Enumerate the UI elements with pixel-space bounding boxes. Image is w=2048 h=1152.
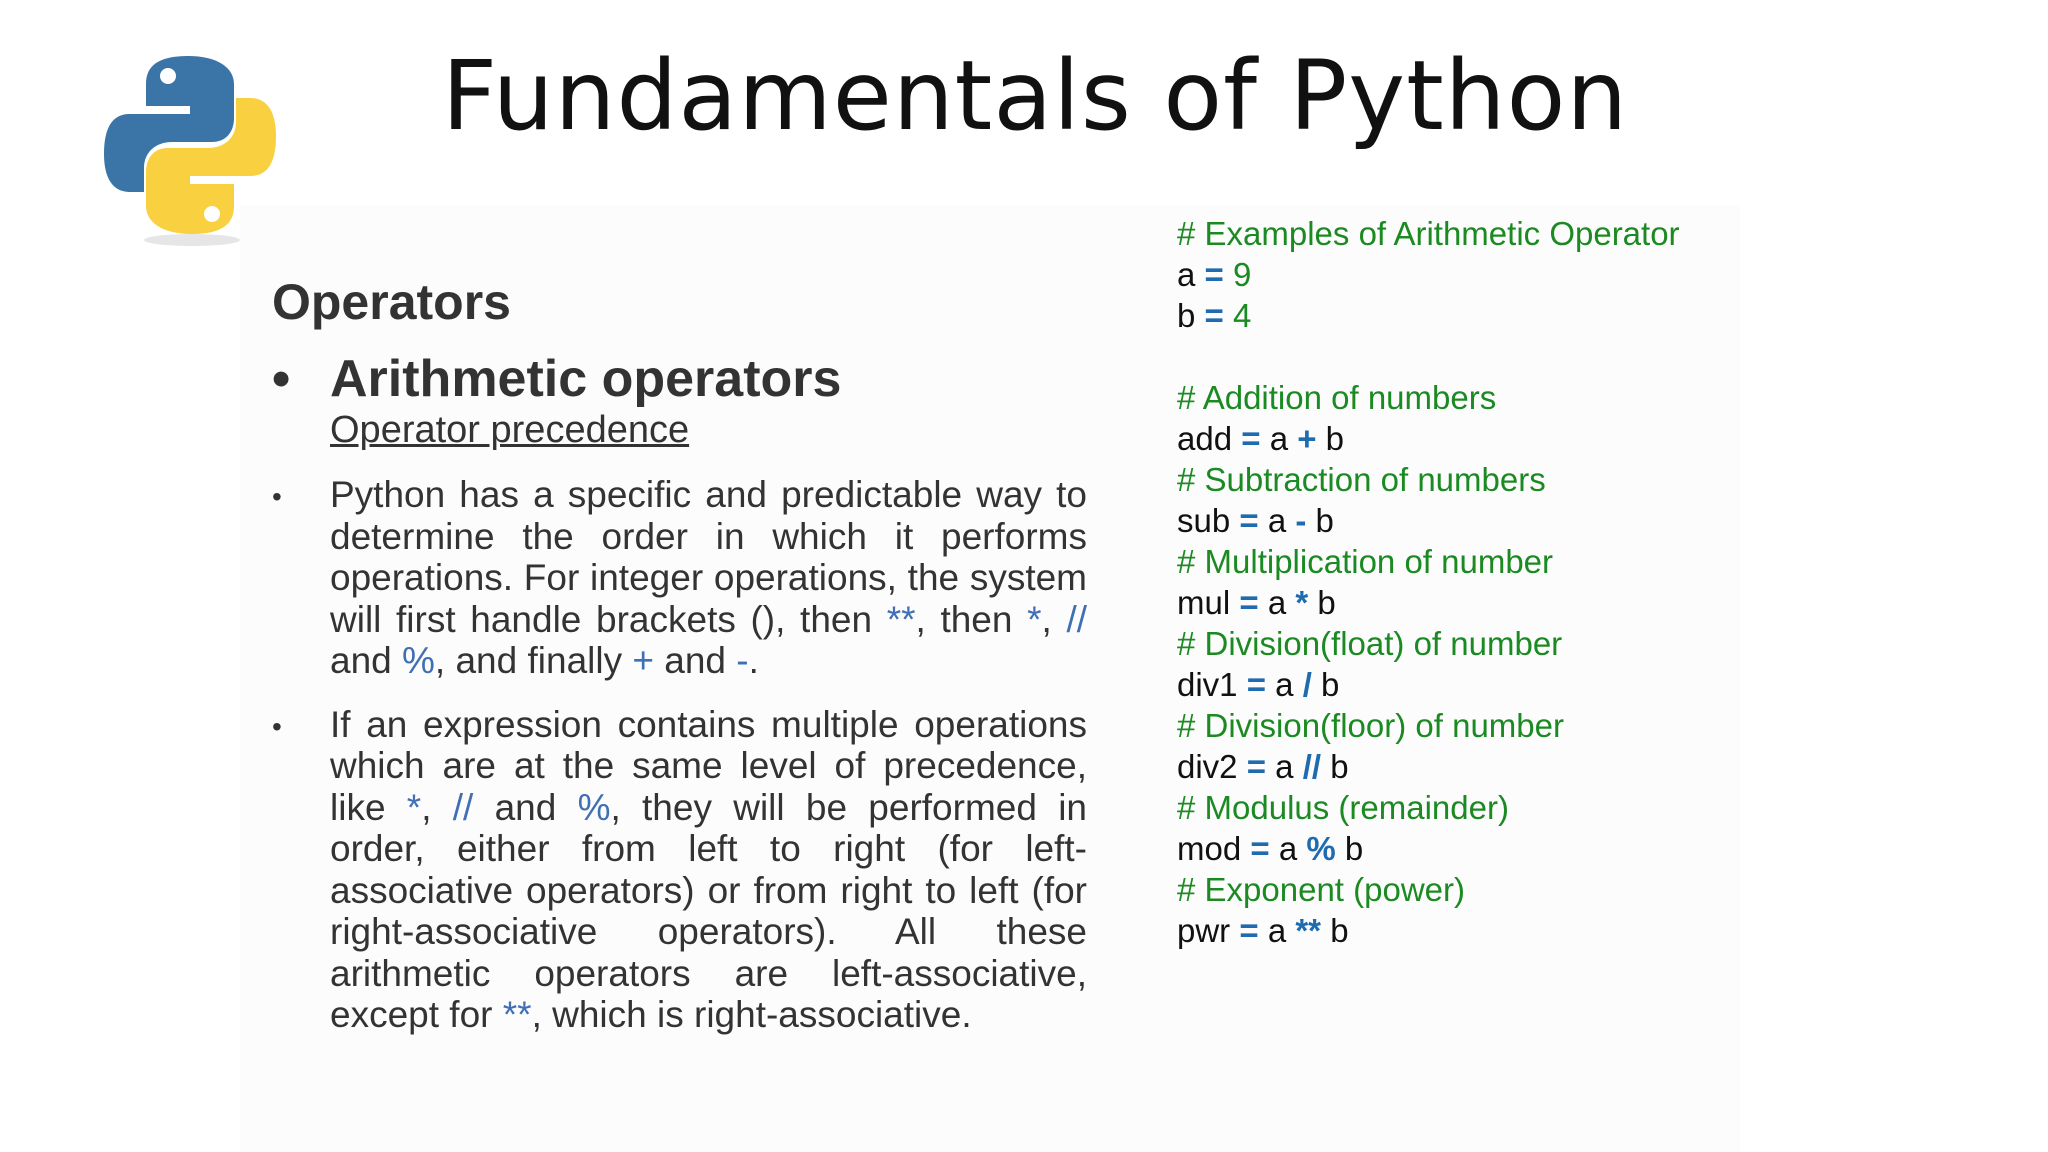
code-operator: ** bbox=[1295, 912, 1322, 949]
subheading: Arithmetic operators bbox=[330, 350, 842, 408]
operator-token: + bbox=[632, 640, 654, 681]
para2-text: , bbox=[421, 786, 453, 828]
code-operator: = bbox=[1246, 748, 1266, 785]
operator-precedence-link[interactable]: Operator precedence bbox=[330, 409, 690, 451]
para1-text: and bbox=[330, 640, 403, 681]
python-logo-icon bbox=[100, 50, 280, 250]
code-var: b bbox=[1325, 420, 1345, 457]
code-operator: = bbox=[1239, 584, 1259, 621]
code-operator: = bbox=[1239, 912, 1259, 949]
code-line-sub bbox=[1177, 500, 1737, 541]
para2-text: , they will be performed in order, either from left to right (for left-associative operators) or from right to left (for right-associative operators). All these arithmetic operators are left-associative, except for bbox=[330, 786, 1087, 1035]
code-var: b bbox=[1317, 584, 1336, 621]
para1-text: . bbox=[748, 640, 759, 681]
code-var: add bbox=[1177, 420, 1233, 457]
code-number: 4 bbox=[1232, 297, 1252, 334]
code-line-b bbox=[1177, 295, 1737, 336]
code-comment: # Multiplication of number bbox=[1177, 543, 1554, 580]
code-comment: # Addition of numbers bbox=[1177, 379, 1497, 416]
code-comment: # Exponent (power) bbox=[1177, 871, 1465, 908]
code-line-mod bbox=[1177, 828, 1737, 869]
code-comment: # Examples of Arithmetic Operator bbox=[1177, 215, 1680, 252]
operator-token: // bbox=[1066, 598, 1087, 640]
operator-token: ** bbox=[886, 598, 916, 640]
code-var: a bbox=[1267, 912, 1287, 949]
code-example bbox=[1177, 213, 1737, 951]
code-operator: - bbox=[1295, 502, 1307, 539]
bullet-icon: • bbox=[272, 710, 282, 742]
code-operator: = bbox=[1246, 666, 1266, 703]
code-line-pwr bbox=[1177, 910, 1737, 951]
left-column bbox=[272, 272, 1087, 1058]
operator-token: % bbox=[402, 640, 435, 681]
code-comment: # Division(float) of number bbox=[1177, 625, 1563, 662]
code-comment: # Modulus (remainder) bbox=[1177, 789, 1509, 826]
code-var: b bbox=[1321, 666, 1340, 703]
section-heading: Operators bbox=[272, 274, 511, 330]
para1-text: Python has a specific and predictable way to determine the order in which it performs operations. For integer operations, the system will first handle brackets (), then bbox=[330, 474, 1087, 640]
code-operator: = bbox=[1239, 502, 1259, 539]
code-var: mod bbox=[1177, 830, 1242, 867]
code-line-add bbox=[1177, 418, 1737, 459]
code-operator: % bbox=[1306, 830, 1336, 867]
code-operator: * bbox=[1295, 584, 1309, 621]
code-comment: # Division(floor) of number bbox=[1177, 707, 1564, 744]
operator-token: * bbox=[1027, 598, 1042, 640]
slide-title: Fundamentals of Python bbox=[441, 40, 1629, 152]
para1-text: , and finally bbox=[434, 640, 633, 681]
code-var: b bbox=[1330, 748, 1349, 785]
bullet-icon: • bbox=[272, 481, 282, 512]
para2-text: and bbox=[473, 786, 578, 828]
operator-token: * bbox=[406, 786, 422, 828]
code-var: a bbox=[1267, 502, 1287, 539]
para1-text: , then bbox=[915, 598, 1028, 640]
code-blank-line bbox=[1177, 336, 1737, 377]
code-operator: = bbox=[1204, 256, 1224, 293]
operator-token: - bbox=[736, 640, 749, 681]
code-operator: = bbox=[1204, 297, 1224, 334]
code-var: pwr bbox=[1177, 912, 1231, 949]
code-var: b bbox=[1315, 502, 1334, 539]
code-var: div1 bbox=[1177, 666, 1238, 703]
arithmetic-operators-item bbox=[272, 350, 1087, 408]
code-var: a bbox=[1275, 666, 1294, 703]
para1-text: and bbox=[653, 640, 737, 681]
code-operator: + bbox=[1297, 420, 1317, 457]
bullet-icon: • bbox=[272, 350, 291, 408]
code-var: a bbox=[1177, 256, 1196, 293]
code-operator: // bbox=[1302, 748, 1322, 785]
code-comment: # Subtraction of numbers bbox=[1177, 461, 1546, 498]
code-line-mul bbox=[1177, 582, 1737, 623]
code-var: a bbox=[1275, 748, 1294, 785]
code-operator: / bbox=[1302, 666, 1312, 703]
code-var: b bbox=[1177, 297, 1196, 334]
code-number: 9 bbox=[1232, 256, 1252, 293]
code-var: a bbox=[1267, 584, 1287, 621]
link-row bbox=[272, 408, 1087, 474]
code-line-div1 bbox=[1177, 664, 1737, 705]
code-var: sub bbox=[1177, 502, 1231, 539]
code-var: mul bbox=[1177, 584, 1231, 621]
code-var: div2 bbox=[1177, 748, 1238, 785]
code-operator: = bbox=[1241, 420, 1261, 457]
operator-token: ** bbox=[502, 994, 532, 1035]
para2-text: , which is right-associative. bbox=[531, 994, 972, 1035]
code-var: a bbox=[1269, 420, 1289, 457]
para2-text: If an expression contains multiple operations which are at the same level of precedence, like bbox=[330, 703, 1087, 828]
operator-token: % bbox=[577, 786, 611, 828]
precedence-paragraph bbox=[272, 474, 1087, 682]
code-operator: = bbox=[1250, 830, 1270, 867]
associativity-paragraph bbox=[272, 704, 1087, 1036]
code-var: b bbox=[1330, 912, 1349, 949]
para1-text: , bbox=[1041, 598, 1067, 640]
code-var: a bbox=[1278, 830, 1298, 867]
code-var: b bbox=[1344, 830, 1364, 867]
code-line-div2 bbox=[1177, 746, 1737, 787]
operator-token: // bbox=[452, 786, 474, 828]
code-line-a bbox=[1177, 254, 1737, 295]
